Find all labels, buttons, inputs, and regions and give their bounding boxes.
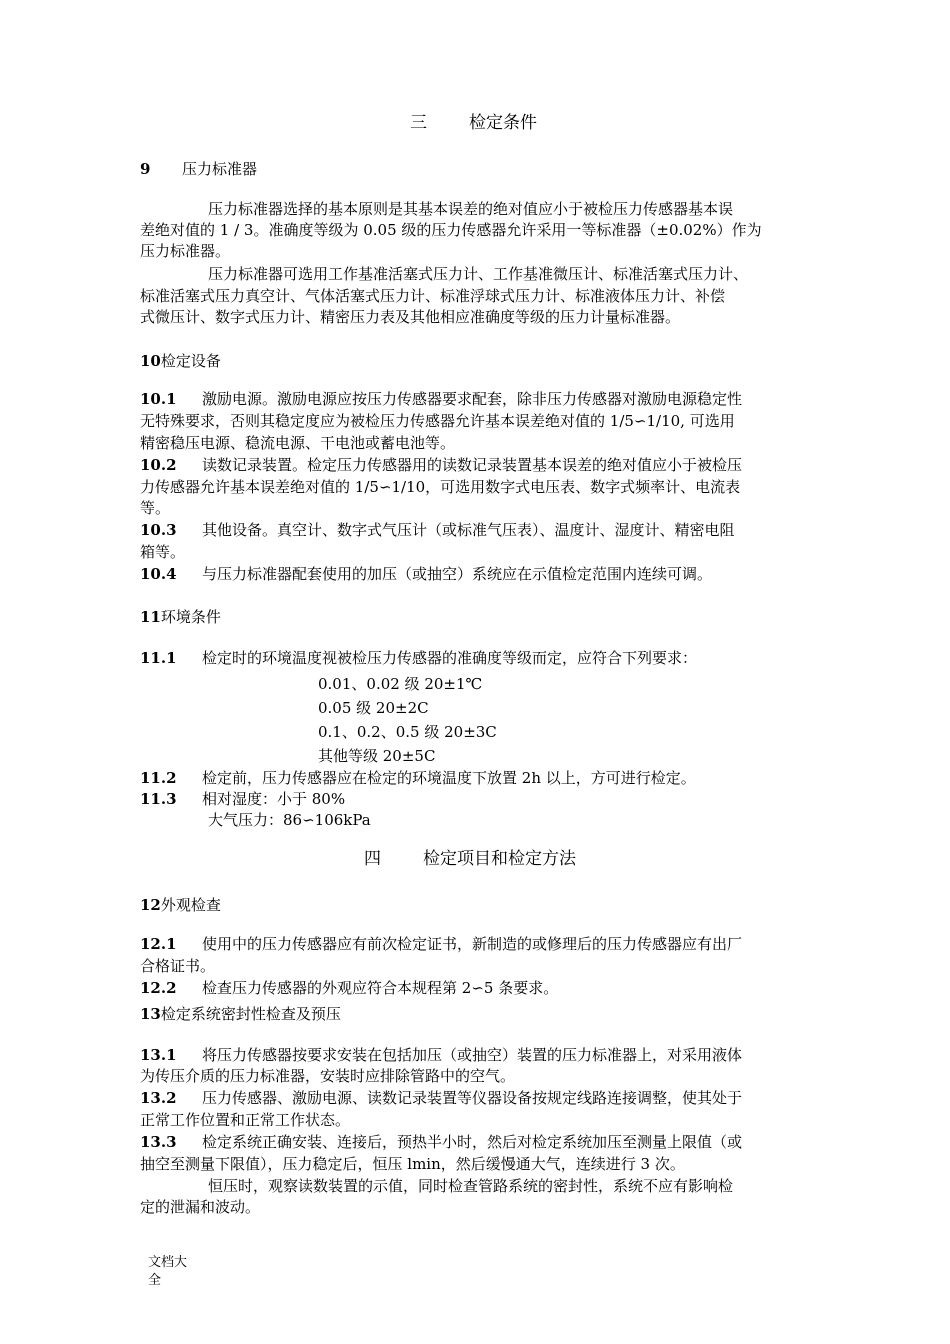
item-number: 11.1: [140, 649, 177, 667]
paragraph-line: 正常工作位置和正常工作状态。: [140, 1111, 351, 1129]
section-title: 检定项目和检定方法: [423, 849, 576, 869]
item-11-3: [140, 789, 345, 809]
paragraph-line: 标准活塞式压力真空计、气体活塞式压力计、标准浮球式压力计、标准液体压力计、补偿: [140, 287, 726, 305]
paragraph-line: 无特殊要求，否则其稳定度应为被检压力传感器允许基本误差绝对值的 1/5∽1/10, 可选用: [140, 412, 735, 430]
item-text: 检查压力传感器的外观应符合本规程第 2∽5 条要求。: [202, 979, 559, 997]
section-heading-4: [364, 848, 576, 870]
clause-heading-10: [140, 351, 221, 371]
item-13-3: [140, 1132, 742, 1152]
clause-number: 12: [140, 896, 161, 914]
requirement-line: 其他等级 20±5C: [318, 747, 436, 765]
item-12-2: [140, 978, 558, 998]
item-number: 13.2: [140, 1089, 177, 1107]
paragraph-line: 式微压计、数字式压力计、精密压力表及其他相应准确度等级的压力计量标准器。: [140, 308, 681, 326]
clause-heading-12: [140, 895, 221, 915]
item-text: 与压力标准器配套使用的加压（或抽空）系统应在示值检定范围内连续可调。: [202, 565, 713, 583]
section-title: 检定条件: [469, 113, 537, 133]
clause-heading-13: [140, 1004, 341, 1024]
paragraph-line: 大气压力：86∽106kPa: [208, 811, 371, 829]
item-number: 12.1: [140, 935, 177, 953]
paragraph-line: 箱等。: [140, 543, 186, 561]
item-text: 检定时的环境温度视被检压力传感器的准确度等级而定，应符合下列要求：: [202, 649, 698, 667]
footer-text-line2: 全: [148, 1273, 162, 1288]
paragraph-line: 抽空至测量下限值），压力稳定后，恒压 lmin，然后缓慢通大气，连续进行 3 次。: [140, 1155, 685, 1173]
footer-text-line1: 文档大: [148, 1255, 188, 1270]
item-11-2: [140, 768, 696, 788]
item-number: 10.4: [140, 565, 177, 583]
clause-heading-11: [140, 607, 221, 627]
item-10-2: [140, 455, 742, 475]
paragraph-line: 等。: [140, 499, 171, 517]
item-text: 激励电源。激励电源应按压力传感器要求配套，除非压力传感器对激励电源稳定性: [202, 390, 743, 408]
item-10-3: [140, 520, 735, 540]
requirement-line: 0.1、0.2、0.5 级 20±3C: [318, 723, 497, 741]
paragraph-line: 恒压时，观察读数装置的示值，同时检查管路系统的密封性，系统不应有影响检: [208, 1177, 734, 1195]
item-number: 13.1: [140, 1046, 177, 1064]
paragraph-line: 压力标准器可选用工作基准活塞式压力计、工作基准微压计、标准活塞式压力计、: [208, 265, 749, 283]
item-number: 10.1: [140, 390, 177, 408]
requirement-line: 0.05 级 20±2C: [318, 699, 429, 717]
item-11-1: [140, 648, 697, 668]
item-text: 检定前，压力传感器应在检定的环境温度下放置 2h 以上，方可进行检定。: [202, 769, 696, 787]
item-text: 其他设备。真空计、数字式气压计（或标准气压表）、温度计、湿度计、精密电阻: [202, 521, 735, 539]
item-number: 13.3: [140, 1133, 177, 1151]
item-number: 10.3: [140, 521, 177, 539]
item-text: 压力传感器、激励电源、读数记录装置等仪器设备按规定线路连接调整，使其处于: [202, 1089, 743, 1107]
item-text: 相对湿度：小于 80%: [202, 790, 346, 808]
requirement-line: 0.01、0.02 级 20±1℃: [318, 675, 483, 693]
item-10-4: [140, 564, 712, 584]
item-number: 11.2: [140, 769, 177, 787]
clause-title: 检定系统密封性检查及预压: [160, 1005, 341, 1023]
clause-number: 13: [140, 1005, 161, 1023]
item-12-1: [140, 934, 742, 954]
clause-number: 9: [140, 160, 151, 178]
section-heading-3: [410, 112, 537, 134]
paragraph-line: 压力标准器。: [140, 242, 231, 260]
item-number: 12.2: [140, 979, 177, 997]
clause-title: 外观检查: [160, 896, 221, 914]
item-text: 使用中的压力传感器应有前次检定证书，新制造的或修理后的压力传感器应有出厂: [202, 935, 743, 953]
item-13-2: [140, 1088, 742, 1108]
item-10-1: [140, 389, 742, 409]
item-text: 检定系统正确安装、连接后，预热半小时，然后对检定系统加压至测量上限值（或: [202, 1133, 743, 1151]
clause-heading-9: [140, 159, 257, 179]
item-number: 10.2: [140, 456, 177, 474]
item-text: 将压力传感器按要求安装在包括加压（或抽空）装置的压力标准器上，对采用液体: [202, 1046, 743, 1064]
paragraph-line: 精密稳压电源、稳流电源、干电池或蓄电池等。: [140, 434, 456, 452]
paragraph-line: 定的泄漏和波动。: [140, 1198, 261, 1216]
paragraph-line: 差绝对值的 1 / 3。准确度等级为 0.05 级的压力传感器允许采用一等标准器（±0.02%）作为: [140, 221, 762, 239]
section-numeral: 四: [364, 849, 381, 869]
clause-title: 环境条件: [160, 608, 221, 626]
item-number: 11.3: [140, 790, 177, 808]
item-13-1: [140, 1045, 742, 1065]
clause-title: 压力标准器: [182, 160, 258, 178]
item-text: 读数记录装置。检定压力传感器用的读数记录装置基本误差的绝对值应小于被检压: [202, 456, 743, 474]
paragraph-line: 压力标准器选择的基本原则是其基本误差的绝对值应小于被检压力传感器基本误: [208, 200, 734, 218]
paragraph-line: 力传感器允许基本误差绝对值的 1/5∽1/10，可选用数字式电压表、数字式频率计、电流表: [140, 478, 741, 496]
clause-number: 10: [140, 352, 161, 370]
clause-number: 11: [140, 608, 161, 626]
paragraph-line: 为传压介质的压力标准器，安装时应排除管路中的空气。: [140, 1067, 516, 1085]
paragraph-line: 合格证书。: [140, 957, 216, 975]
clause-title: 检定设备: [160, 352, 221, 370]
section-numeral: 三: [410, 113, 427, 133]
